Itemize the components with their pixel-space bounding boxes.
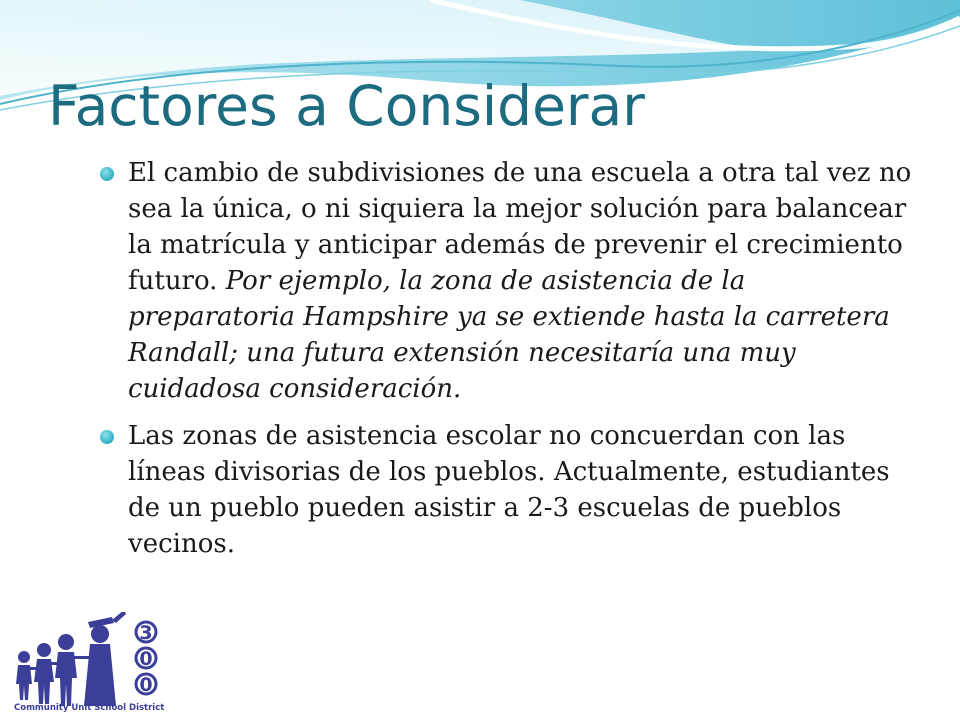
logo-digit-2: 0 (139, 648, 153, 670)
family-silhouette-icon (16, 612, 126, 706)
bullet-list (100, 155, 920, 573)
bullet-text: Las zonas de asistencia escolar no concuerdan con las líneas divisorias de los pueblos. Actualmente, estudiantes de un pueblo pueden asistir a 2-3 escuelas de pueblos vecinos. (128, 421, 890, 559)
bullet-text: El cambio de subdivisiones de una escuela a otra tal vez no sea la única, o ni siquiera la mejor solución para balancear la matrícula y anticipar además de prevenir el crecimiento futuro. (128, 158, 912, 296)
bullet-item (100, 418, 920, 562)
bullet-emphasis-text: Por ejemplo, la zona de asistencia de la preparatoria Hampshire ya se extiende hasta la carretera Randall; una futura extensión necesitaría una muy cuidadosa consideración. (128, 266, 890, 404)
bullet-dot-icon (100, 430, 114, 444)
logo-digit-3: 0 (139, 674, 153, 696)
bullet-item (100, 155, 920, 407)
bullet-dot-icon (100, 167, 114, 181)
logo-digit-1: 3 (139, 622, 153, 644)
logo-caption: Community Unit School District (14, 703, 165, 713)
slide-title: Factores a Considerar (48, 74, 645, 138)
